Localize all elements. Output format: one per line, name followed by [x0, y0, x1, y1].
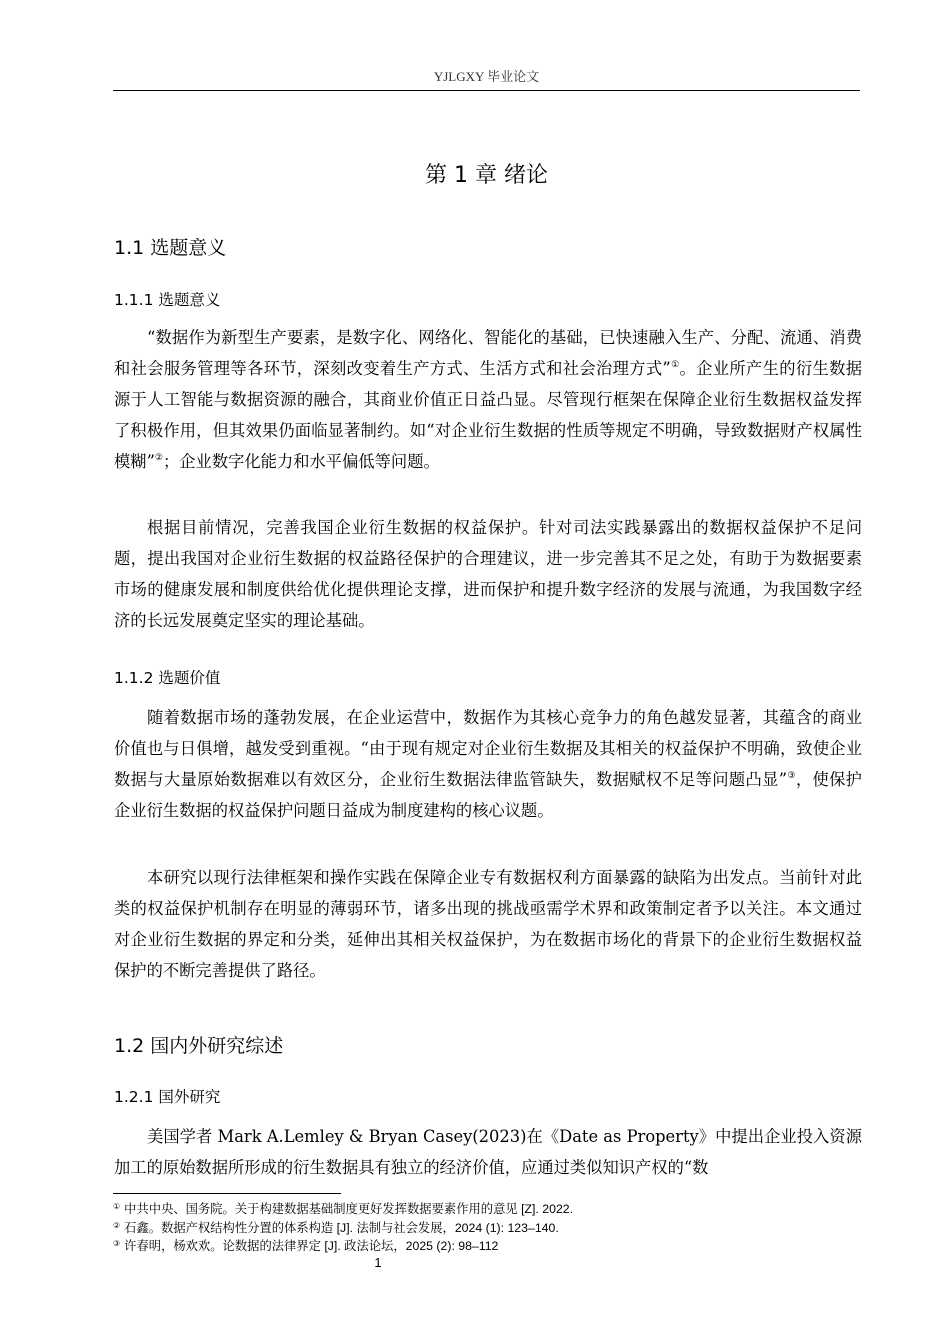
footnote-2 — [113, 1218, 861, 1237]
subsection-heading-1-1-2: 1.1.2 选题价值 — [114, 669, 221, 687]
paragraph-1-2-1-a: 美国学者 Mark A.Lemley & Bryan Casey(2023)在《Date as Property》中提出企业投入资源加工的原始数据所形成的衍生数据具有独立的经济价值，应通过类似知识产权的“数 — [114, 1127, 862, 1177]
page-number: 1 — [374, 1255, 382, 1270]
chapter-title: 第 1 章 绪论 — [425, 163, 548, 188]
footnote-mark: ① — [113, 1202, 121, 1211]
footnote-text: 石鑫。数据产权结构性分置的体系构造 [J]. 法制与社会发展，2024 (1): 123–140. — [124, 1220, 559, 1235]
footnote-mark: ③ — [113, 1239, 121, 1248]
paragraph-text: ，使保护企业衍生数据的权益保护问题日益成为制度建构的核心议题。 — [114, 770, 862, 820]
paragraph-text: “数据作为新型生产要素，是数字化、网络化、智能化的基础，已快速融入生产、分配、流通、消费和社会服务管理等各环节，深刻改变着生产方式、生活方式和社会治理方式” — [114, 328, 862, 378]
footnote-ref-3[interactable]: ③ — [787, 771, 796, 781]
footnote-text: 许春明，杨欢欢。论数据的法律界定 [J]. 政法论坛，2025 (2): 98–112 — [124, 1239, 499, 1253]
section-heading-1-2: 1.2 国内外研究综述 — [114, 1035, 284, 1057]
footnote-text: 中共中央、国务院。关于构建数据基础制度更好发挥数据要素作用的意见 [Z]. 2022. — [124, 1202, 574, 1216]
paragraph-1-1-2-b: 本研究以现行法律框架和操作实践在保障企业专有数据权利方面暴露的缺陷为出发点。当前针对此类的权益保护机制存在明显的薄弱环节，诸多出现的挑战亟需学术界和政策制定者予以关注。本文通过对企业衍生数据的界定和分类，延伸出其相关权益保护，为在数据市场化的背景下的企业衍生数据权益保护的不断完善提供了路径。 — [114, 868, 862, 980]
subsection-heading-1-1-1: 1.1.1 选题意义 — [114, 291, 221, 309]
paragraph-text: 随着数据市场的蓬勃发展，在企业运营中，数据作为其核心竞争力的角色越发显著，其蕴含的商业价值也与日俱增，越发受到重视。“由于现有规定对企业衍生数据及其相关的权益保护不明确，致使企业数据与大量原始数据难以有效区分，企业衍生数据法律监管缺失，数据赋权不足等问题凸显” — [114, 708, 862, 789]
paragraph-1-1-2-a — [114, 702, 862, 826]
paragraph-text: ；企业数字化能力和水平偏低等问题。 — [162, 452, 440, 471]
paragraph-1-1-1-a — [114, 322, 862, 477]
section-heading-1-1: 1.1 选题意义 — [114, 237, 227, 259]
running-header: YJLGXY 毕业论文 — [113, 66, 860, 91]
footnote-ref-1[interactable]: ① — [670, 360, 680, 370]
footnote-separator — [113, 1193, 341, 1194]
footnote-1 — [113, 1199, 861, 1218]
paragraph-text: 。企业所产生的衍生数据源于人工智能与数据资源的融合，其商业价值正日益凸显。尽管现行框架在保障企业衍生数据权益发挥了积极作用，但其效果仍面临显著制约。如“对企业衍生数据的性质等规定不明确，导致数据财产权属性模糊” — [114, 359, 862, 471]
footnote-3 — [113, 1236, 861, 1255]
paragraph-1-1-1-b: 根据目前情况，完善我国企业衍生数据的权益保护。针对司法实践暴露出的数据权益保护不足问题，提出我国对企业衍生数据的权益路径保护的合理建议，进一步完善其不足之处，有助于为数据要素市场的健康发展和制度供给优化提供理论支撑，进而保护和提升数字经济的发展与流通，为我国数字经济的长远发展奠定坚实的理论基础。 — [114, 518, 862, 630]
footnote-mark: ② — [113, 1220, 121, 1230]
footnotes — [113, 1199, 861, 1255]
subsection-heading-1-2-1: 1.2.1 国外研究 — [114, 1088, 221, 1106]
footnote-ref-2[interactable]: ② — [154, 453, 163, 463]
